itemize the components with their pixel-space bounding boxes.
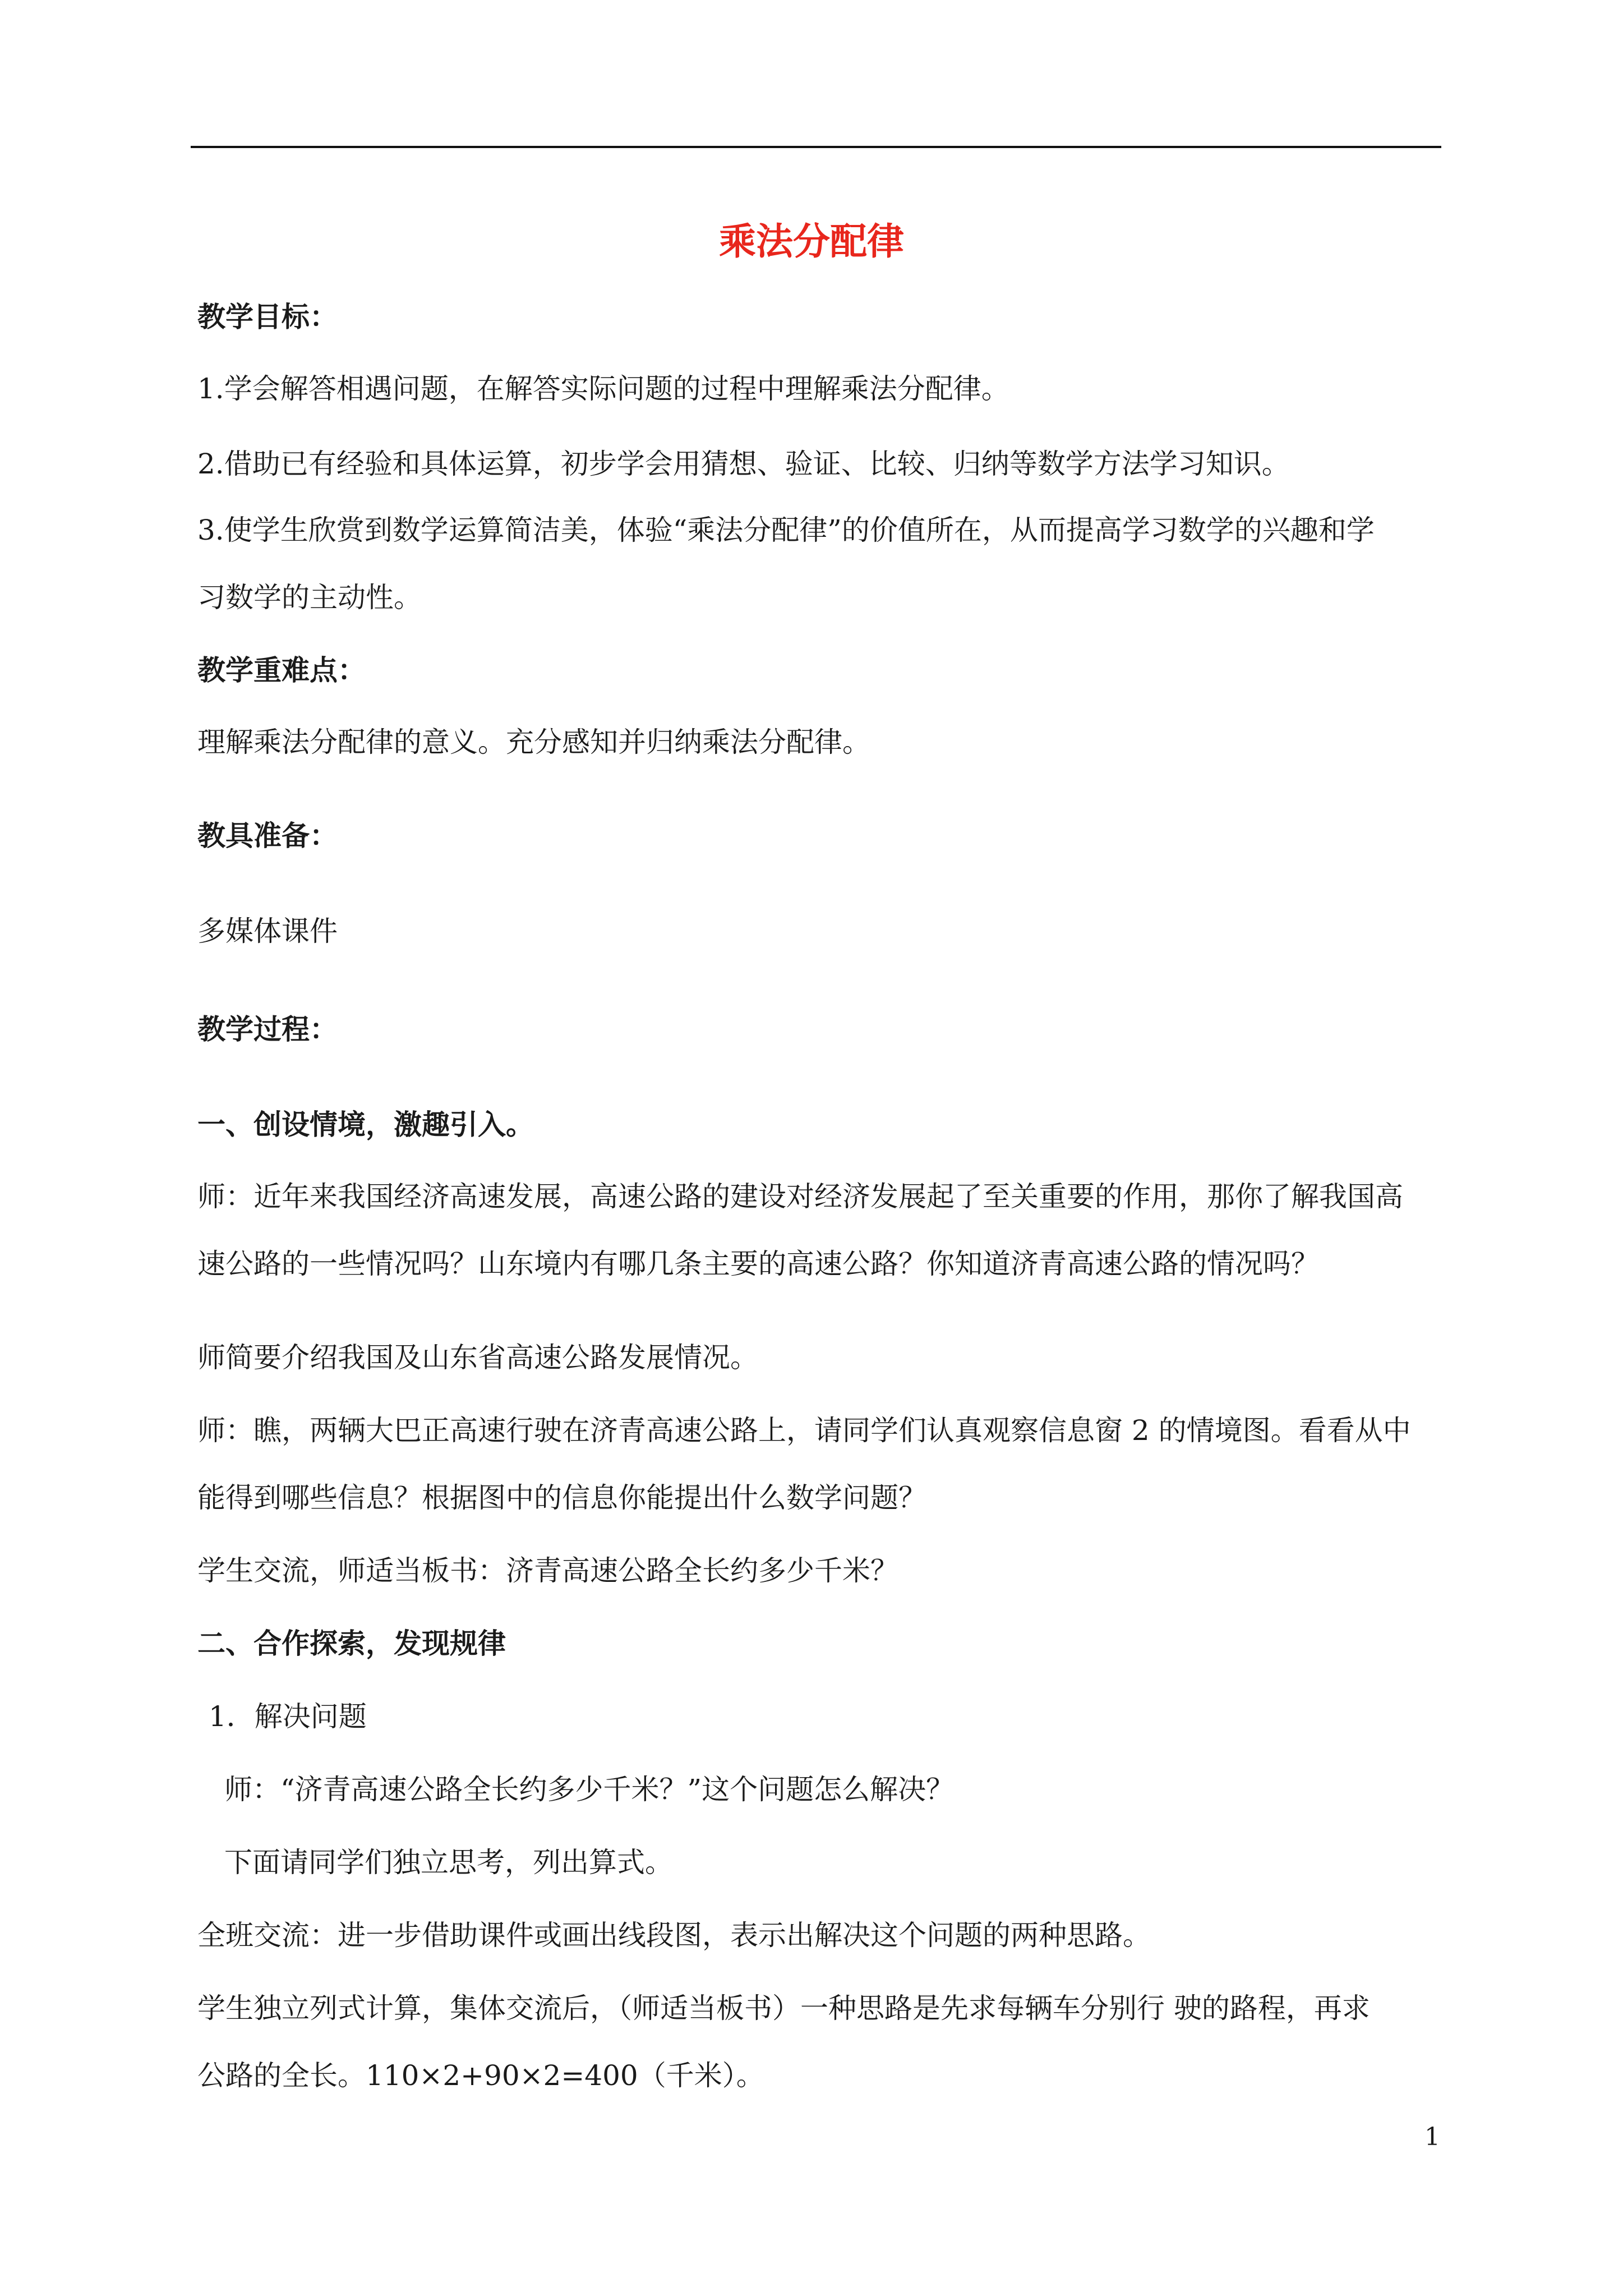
- objective-2: 2.借助已有经验和具体运算，初步学会用猜想、验证、比较、归纳等数学方法学习知识。: [197, 448, 1290, 480]
- section1-line-1: 师：近年来我国经济高速发展，高速公路的建设对经济发展起了至关重要的作用，那你了解我国高: [197, 1180, 1403, 1213]
- section2-line-1: 1．解决问题: [209, 1700, 367, 1733]
- objective-3: 3.使学生欣赏到数学运算简洁美，体验“乘法分配律”的价值所在，从而提高学习数学的兴趣和学: [197, 514, 1375, 546]
- section1-line-6: 学生交流，师适当板书：济青高速公路全长约多少千米？: [197, 1554, 898, 1587]
- process-heading: 教学过程：: [197, 1013, 338, 1046]
- key-points-heading: 教学重难点：: [197, 654, 366, 687]
- section2-line-6: 公路的全长。110×2+90×2=400（千米）。: [197, 2059, 764, 2092]
- objective-3-continued: 习数学的主动性。: [197, 581, 422, 614]
- section1-heading: 一、创设情境，激趣引入。: [197, 1108, 534, 1141]
- section1-line-4: 师：瞧，两辆大巴正高速行驶在济青高速公路上，请同学们认真观察信息窗 2 的情境图。看看从中: [197, 1414, 1411, 1447]
- section1-line-3: 师简要介绍我国及山东省高速公路发展情况。: [197, 1341, 758, 1374]
- materials-heading: 教具准备：: [197, 819, 338, 852]
- page-number: 1: [1424, 2123, 1440, 2151]
- header-rule: [191, 146, 1441, 148]
- materials-text: 多媒体课件: [197, 915, 338, 947]
- key-points-text: 理解乘法分配律的意义。充分感知并归纳乘法分配律。: [197, 726, 870, 758]
- objectives-heading: 教学目标：: [197, 300, 338, 333]
- section2-line-5: 学生独立列式计算，集体交流后，（师适当板书）一种思路是先求每辆车分别行 驶的路程，再求: [197, 1992, 1370, 2024]
- section2-heading: 二、合作探索，发现规律: [197, 1627, 506, 1660]
- section2-line-4: 全班交流：进一步借助课件或画出线段图，表示出解决这个问题的两种思路。: [197, 1919, 1151, 1952]
- section2-line-3: 下面请同学们独立思考，列出算式。: [224, 1846, 673, 1879]
- section2-line-2: 师：“济青高速公路全长约多少千米？”这个问题怎么解决？: [224, 1773, 955, 1806]
- section1-line-5: 能得到哪些信息？根据图中的信息你能提出什么数学问题？: [197, 1481, 926, 1514]
- objective-1: 1.学会解答相遇问题，在解答实际问题的过程中理解乘法分配律。: [197, 372, 1009, 405]
- section1-line-2: 速公路的一些情况吗？山东境内有哪几条主要的高速公路？你知道济青高速公路的情况吗？: [197, 1248, 1319, 1280]
- document-title: 乘法分配律: [719, 219, 904, 263]
